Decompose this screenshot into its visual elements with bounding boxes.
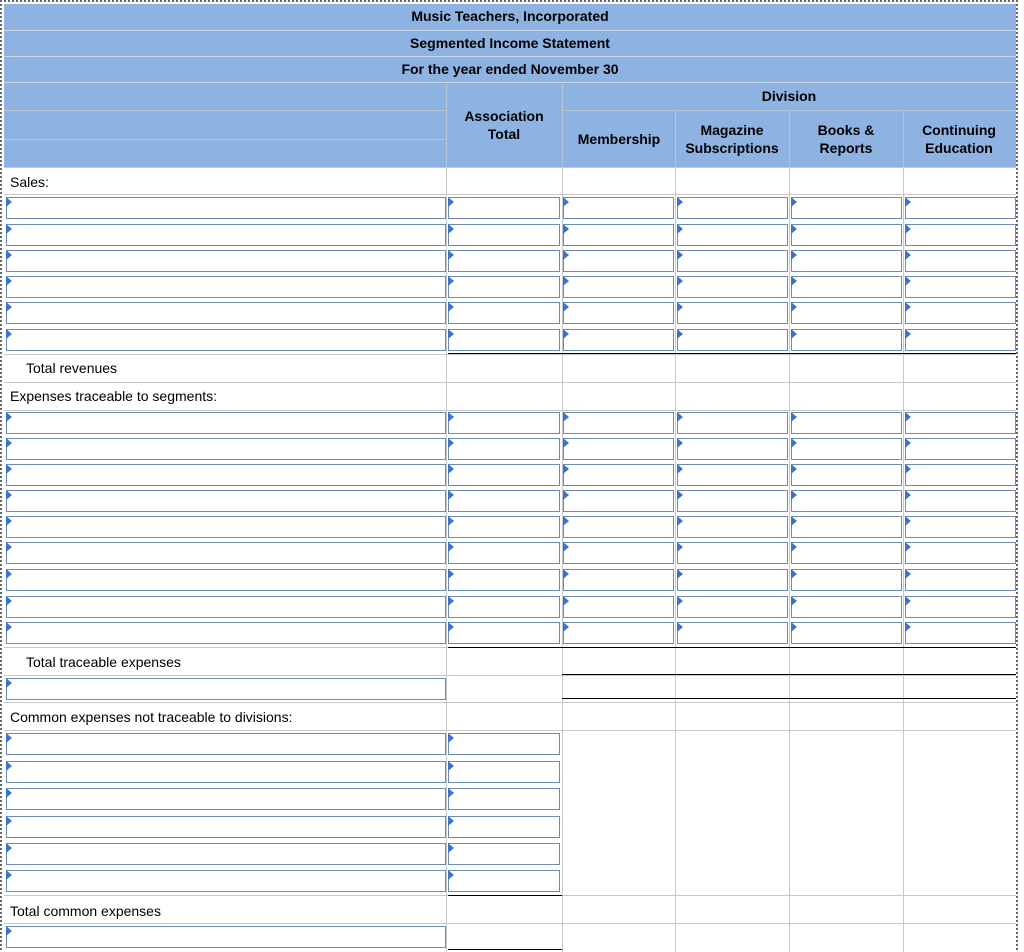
company-title: Music Teachers, Incorporated bbox=[411, 8, 609, 24]
sales-description-input[interactable] bbox=[6, 329, 446, 351]
expense-books-input[interactable] bbox=[791, 622, 902, 644]
sales-magazine-input[interactable] bbox=[677, 302, 788, 324]
common-expense-amount-input[interactable] bbox=[448, 733, 560, 755]
expense-magazine-input[interactable] bbox=[677, 622, 788, 644]
expense-description-input[interactable] bbox=[6, 412, 446, 434]
sales-continuing-input[interactable] bbox=[905, 276, 1016, 298]
statement-title: Segmented Income Statement bbox=[410, 35, 610, 51]
expense-association-total-input[interactable] bbox=[448, 542, 560, 564]
expense-association-total-input[interactable] bbox=[448, 412, 560, 434]
expense-association-total-input[interactable] bbox=[448, 516, 560, 538]
sales-membership-input[interactable] bbox=[563, 302, 674, 324]
expense-description-input[interactable] bbox=[6, 622, 446, 644]
sales-association-total-input[interactable] bbox=[448, 250, 560, 272]
association-total-header: Association Total bbox=[464, 108, 544, 142]
common-expense-amount-input[interactable] bbox=[448, 816, 560, 838]
sales-books-input[interactable] bbox=[791, 197, 902, 219]
common-expense-amount-input[interactable] bbox=[448, 843, 560, 865]
expense-description-input[interactable] bbox=[6, 464, 446, 486]
expense-books-input[interactable] bbox=[791, 490, 902, 512]
expense-continuing-input[interactable] bbox=[905, 412, 1016, 434]
sales-continuing-input[interactable] bbox=[905, 197, 1016, 219]
division-header: Division bbox=[761, 88, 817, 104]
expense-books-input[interactable] bbox=[791, 596, 902, 618]
expense-description-input[interactable] bbox=[6, 516, 446, 538]
sales-continuing-input[interactable] bbox=[905, 329, 1016, 351]
expense-membership-input[interactable] bbox=[563, 516, 674, 538]
sales-membership-input[interactable] bbox=[563, 329, 674, 351]
common-expense-description-input[interactable] bbox=[6, 733, 446, 755]
company-title-row bbox=[4, 4, 1016, 31]
total-traceable-label: Total traceable expenses bbox=[26, 654, 181, 670]
expense-books-input[interactable] bbox=[791, 516, 902, 538]
expense-magazine-input[interactable] bbox=[677, 596, 788, 618]
sales-association-total-input[interactable] bbox=[448, 329, 560, 351]
expense-continuing-input[interactable] bbox=[905, 464, 1016, 486]
expense-books-input[interactable] bbox=[791, 412, 902, 434]
statement-title-row bbox=[4, 31, 1016, 57]
expense-description-input[interactable] bbox=[6, 596, 446, 618]
common-expense-description-input[interactable] bbox=[6, 788, 446, 810]
expense-magazine-input[interactable] bbox=[677, 412, 788, 434]
expense-books-input[interactable] bbox=[791, 569, 902, 591]
expense-membership-input[interactable] bbox=[563, 490, 674, 512]
common-expense-amount-input[interactable] bbox=[448, 788, 560, 810]
sales-description-input[interactable] bbox=[6, 250, 446, 272]
sales-membership-input[interactable] bbox=[563, 224, 674, 246]
common-expense-description-input[interactable] bbox=[6, 870, 446, 892]
expense-continuing-input[interactable] bbox=[905, 596, 1016, 618]
sales-association-total-input[interactable] bbox=[448, 302, 560, 324]
expense-membership-input[interactable] bbox=[563, 542, 674, 564]
sales-description-input[interactable] bbox=[6, 276, 446, 298]
sales-membership-input[interactable] bbox=[563, 250, 674, 272]
expenses-traceable-label: Expenses traceable to segments: bbox=[10, 388, 218, 404]
expense-continuing-input[interactable] bbox=[905, 438, 1016, 460]
expense-association-total-input[interactable] bbox=[448, 596, 560, 618]
expense-membership-input[interactable] bbox=[563, 438, 674, 460]
expense-description-input[interactable] bbox=[6, 490, 446, 512]
expense-membership-input[interactable] bbox=[563, 412, 674, 434]
expense-association-total-input[interactable] bbox=[448, 464, 560, 486]
expense-continuing-input[interactable] bbox=[905, 516, 1016, 538]
sales-continuing-input[interactable] bbox=[905, 250, 1016, 272]
expense-description-input[interactable] bbox=[6, 542, 446, 564]
expense-magazine-input[interactable] bbox=[677, 516, 788, 538]
expense-continuing-input[interactable] bbox=[905, 490, 1016, 512]
expense-continuing-input[interactable] bbox=[905, 542, 1016, 564]
expense-magazine-input[interactable] bbox=[677, 464, 788, 486]
membership-header: Membership bbox=[577, 131, 661, 147]
total-common-label: Total common expenses bbox=[10, 903, 161, 919]
sales-books-input[interactable] bbox=[791, 276, 902, 298]
magazine-subscriptions-header: Magazine Subscriptions bbox=[685, 122, 779, 156]
segment-margin-label-input[interactable] bbox=[6, 678, 446, 700]
expense-membership-input[interactable] bbox=[563, 596, 674, 618]
sales-continuing-input[interactable] bbox=[905, 224, 1016, 246]
expense-continuing-input[interactable] bbox=[905, 622, 1016, 644]
sales-label: Sales: bbox=[10, 174, 49, 190]
expense-association-total-input[interactable] bbox=[448, 490, 560, 512]
sales-association-total-input[interactable] bbox=[448, 224, 560, 246]
common-expense-amount-input[interactable] bbox=[448, 761, 560, 783]
sales-membership-input[interactable] bbox=[563, 276, 674, 298]
total-revenues-label: Total revenues bbox=[26, 360, 118, 376]
sales-description-input[interactable] bbox=[6, 224, 446, 246]
expense-continuing-input[interactable] bbox=[905, 569, 1016, 591]
net-income-label-input[interactable] bbox=[6, 926, 446, 948]
sales-books-input[interactable] bbox=[791, 250, 902, 272]
expense-association-total-input[interactable] bbox=[448, 622, 560, 644]
expense-membership-input[interactable] bbox=[563, 622, 674, 644]
sales-description-input[interactable] bbox=[6, 302, 446, 324]
expense-association-total-input[interactable] bbox=[448, 569, 560, 591]
common-expense-description-input[interactable] bbox=[6, 761, 446, 783]
expense-magazine-input[interactable] bbox=[677, 438, 788, 460]
expense-magazine-input[interactable] bbox=[677, 490, 788, 512]
expense-description-input[interactable] bbox=[6, 438, 446, 460]
common-expenses-label: Common expenses not traceable to divisions: bbox=[10, 709, 293, 725]
expense-association-total-input[interactable] bbox=[448, 438, 560, 460]
period-title: For the year ended November 30 bbox=[401, 61, 619, 77]
sales-continuing-input[interactable] bbox=[905, 302, 1016, 324]
sales-books-input[interactable] bbox=[791, 224, 902, 246]
expense-magazine-input[interactable] bbox=[677, 569, 788, 591]
sales-membership-input[interactable] bbox=[563, 197, 674, 219]
sales-magazine-input[interactable] bbox=[677, 276, 788, 298]
sales-magazine-input[interactable] bbox=[677, 329, 788, 351]
expense-description-input[interactable] bbox=[6, 569, 446, 591]
sales-description-input[interactable] bbox=[6, 197, 446, 219]
sales-books-input[interactable] bbox=[791, 302, 902, 324]
expense-membership-input[interactable] bbox=[563, 464, 674, 486]
sales-association-total-input[interactable] bbox=[448, 197, 560, 219]
sales-magazine-input[interactable] bbox=[677, 224, 788, 246]
sales-magazine-input[interactable] bbox=[677, 197, 788, 219]
period-title-row bbox=[4, 57, 1016, 83]
sales-books-input[interactable] bbox=[791, 329, 902, 351]
sales-magazine-input[interactable] bbox=[677, 250, 788, 272]
common-expense-amount-input[interactable] bbox=[448, 870, 560, 892]
expense-magazine-input[interactable] bbox=[677, 542, 788, 564]
books-reports-header: Books & Reports bbox=[817, 122, 875, 156]
expense-membership-input[interactable] bbox=[563, 569, 674, 591]
expense-books-input[interactable] bbox=[791, 438, 902, 460]
expense-books-input[interactable] bbox=[791, 464, 902, 486]
common-expense-description-input[interactable] bbox=[6, 816, 446, 838]
expense-books-input[interactable] bbox=[791, 542, 902, 564]
common-expense-description-input[interactable] bbox=[6, 843, 446, 865]
sales-association-total-input[interactable] bbox=[448, 276, 560, 298]
continuing-education-header: Continuing Education bbox=[922, 122, 996, 156]
